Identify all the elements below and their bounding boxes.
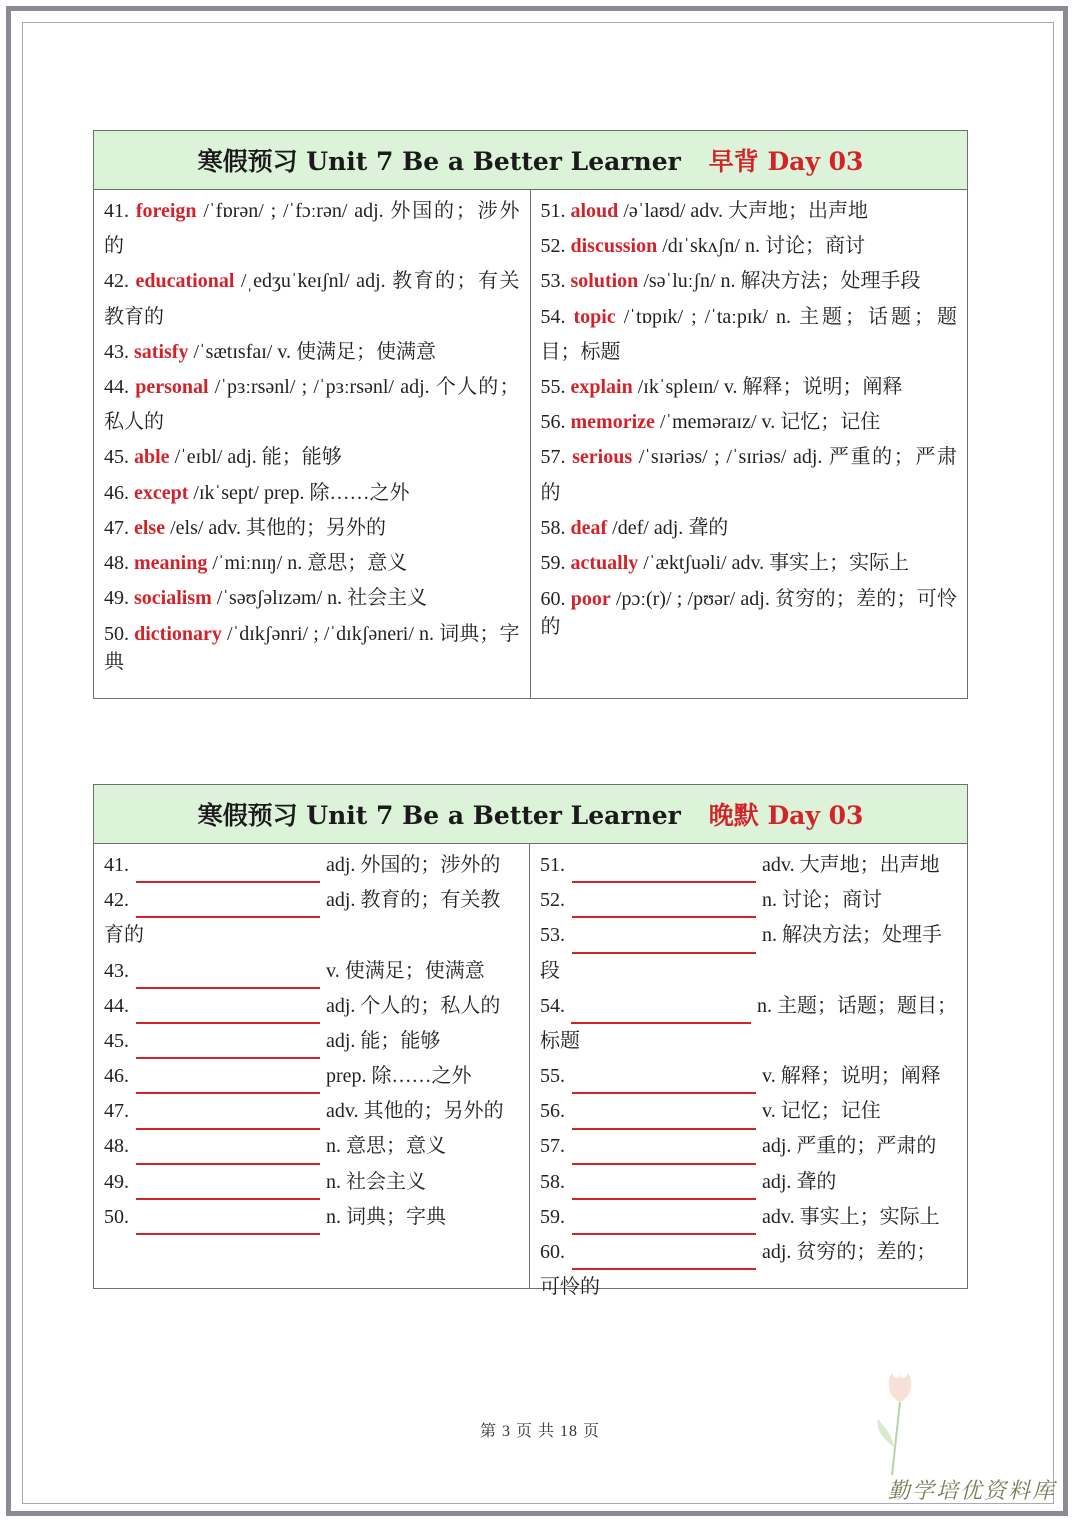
vocab-definition: /els/ adv. 其他的；另外的 — [165, 516, 387, 539]
quiz-number: 55. — [540, 1065, 565, 1088]
vocab-entry — [541, 229, 958, 264]
evening-quiz-card — [93, 784, 968, 1299]
morning-left-column — [94, 190, 531, 699]
quiz-row — [540, 1094, 957, 1129]
quiz-number: 48. — [104, 1135, 129, 1158]
quiz-meaning: v. 记忆；记住 — [762, 1100, 881, 1123]
answer-blank[interactable] — [136, 1209, 320, 1235]
vocab-entry — [541, 440, 958, 510]
tulip-icon — [870, 1367, 930, 1477]
answer-blank[interactable] — [136, 892, 320, 918]
answer-blank[interactable] — [136, 1174, 320, 1200]
morning-right-column — [531, 190, 968, 699]
vocab-word: meaning — [134, 552, 208, 575]
morning-card-title: 寒假预习 Unit 7 Be a Better Learner — [197, 147, 681, 176]
quiz-meaning: adj. 聋的 — [762, 1170, 837, 1193]
entry-number: 60. — [540, 588, 566, 611]
quiz-meaning: n. 讨论；商讨 — [762, 889, 882, 912]
quiz-number: 45. — [104, 1029, 129, 1052]
entry-number: 58. — [540, 516, 566, 539]
vocab-definition: /ˈmiːnɪŋ/ n. 意思；意义 — [207, 552, 408, 575]
quiz-number: 57. — [540, 1135, 565, 1158]
quiz-row — [104, 1024, 519, 1059]
vocab-entry — [104, 264, 520, 334]
vocab-entry — [104, 370, 520, 440]
quiz-row — [540, 848, 957, 883]
vocab-word: serious — [572, 446, 633, 469]
vocab-word: satisfy — [134, 340, 189, 363]
quiz-number: 52. — [540, 889, 565, 912]
vocab-definition: /ˈsætɪsfaɪ/ v. 使满足；使满意 — [188, 340, 437, 363]
vocab-definition: /səˈluːʃn/ n. 解决方法；处理手段 — [638, 270, 921, 293]
vocab-entry — [104, 546, 520, 581]
vocab-entry — [541, 264, 958, 299]
entry-number: 59. — [540, 552, 566, 575]
vocab-word: discussion — [570, 235, 658, 258]
entry-number: 44. — [104, 376, 129, 399]
evening-right-column — [530, 844, 967, 1299]
vocab-definition: /ɪkˈspleɪn/ v. 解释；说明；阐释 — [632, 376, 903, 399]
answer-blank[interactable] — [572, 1068, 756, 1094]
vocab-word: educational — [135, 270, 235, 293]
vocab-word: solution — [570, 270, 639, 293]
answer-blank[interactable] — [572, 928, 756, 954]
quiz-number: 60. — [540, 1241, 565, 1264]
vocab-definition: /ˈfɒrən/ ; /ˈfɔːrən/ adj. 外国的；涉外的 — [104, 200, 520, 258]
answer-blank[interactable] — [572, 892, 756, 918]
quiz-meaning: prep. 除……之外 — [326, 1065, 472, 1088]
quiz-meaning: n. 解决方法；处理手 — [762, 924, 942, 947]
quiz-meaning: n. 意思；意义 — [326, 1135, 446, 1158]
vocab-word: explain — [570, 376, 633, 399]
quiz-number: 49. — [104, 1170, 129, 1193]
morning-vocab-card — [93, 130, 968, 699]
evening-card-tag: 晚默 Day 03 — [708, 801, 864, 830]
vocab-definition: /ˈsəʊʃəlɪzəm/ n. 社会主义 — [211, 587, 428, 610]
entry-number: 48. — [104, 552, 129, 575]
quiz-meaning: adv. 其他的；另外的 — [326, 1100, 504, 1123]
entry-number: 43. — [104, 340, 129, 363]
vocab-word: dictionary — [134, 623, 222, 646]
vocab-word: personal — [135, 376, 209, 399]
answer-blank[interactable] — [136, 857, 320, 883]
quiz-meaning-continued: 育的 — [104, 924, 144, 947]
quiz-number: 46. — [104, 1065, 129, 1088]
vocab-entry — [104, 616, 520, 676]
vocab-definition: /ˈdɪkʃənri/ ; /ˈdɪkʃəneri/ n. 词典；字典 — [104, 623, 520, 674]
quiz-row — [104, 1130, 519, 1165]
quiz-meaning: adj. 能；能够 — [326, 1029, 441, 1052]
quiz-meaning-continued: 可怜的 — [540, 1276, 600, 1299]
vocab-definition: /ˈeɪbl/ adj. 能；能够 — [169, 446, 342, 469]
vocab-entry — [541, 511, 958, 546]
entry-number: 54. — [540, 305, 566, 328]
quiz-number: 51. — [540, 853, 565, 876]
vocab-word: poor — [570, 588, 611, 611]
quiz-number: 41. — [104, 853, 129, 876]
vocab-definition: /ˈpɜːrsənl/ ; /ˈpɜːrsənl/ adj. 个人的；私人的 — [104, 376, 520, 434]
quiz-row — [540, 883, 957, 918]
quiz-number: 56. — [540, 1100, 565, 1123]
quiz-meaning: adj. 贫穷的；差的； — [762, 1241, 937, 1264]
entry-number: 51. — [540, 200, 566, 222]
vocab-definition: /ˈsɪəriəs/ ; /ˈsɪriəs/ adj. 严重的；严肃的 — [540, 446, 957, 504]
quiz-row — [540, 1130, 957, 1165]
vocab-entry — [104, 511, 520, 546]
vocab-definition: /def/ adj. 聋的 — [607, 516, 729, 539]
quiz-row — [540, 1059, 957, 1094]
quiz-meaning-continued: 段 — [540, 959, 560, 982]
vocab-word: aloud — [570, 200, 619, 222]
quiz-number: 43. — [104, 959, 129, 982]
quiz-number: 53. — [540, 924, 565, 947]
quiz-number: 59. — [540, 1205, 565, 1228]
answer-blank[interactable] — [572, 1244, 756, 1270]
answer-blank[interactable] — [136, 1033, 320, 1059]
vocab-word: except — [134, 481, 189, 504]
entry-number: 52. — [540, 235, 566, 258]
quiz-meaning: adv. 事实上；实际上 — [762, 1205, 940, 1228]
quiz-row — [104, 1165, 519, 1200]
quiz-row — [104, 848, 519, 883]
answer-blank[interactable] — [571, 998, 751, 1024]
morning-card-header — [94, 131, 967, 190]
quiz-meaning: v. 使满足；使满意 — [326, 959, 485, 982]
vocab-word: socialism — [134, 587, 212, 610]
quiz-row — [104, 1200, 519, 1235]
answer-blank[interactable] — [136, 998, 320, 1024]
quiz-row — [104, 954, 519, 989]
quiz-meaning: n. 主题；话题；题目； — [757, 994, 957, 1017]
entry-number: 53. — [540, 270, 566, 293]
quiz-row — [540, 989, 957, 1024]
quiz-row — [540, 1235, 957, 1270]
entry-number: 55. — [540, 376, 566, 399]
vocab-word: else — [134, 516, 166, 539]
quiz-meaning: adj. 教育的；有关教 — [326, 889, 501, 912]
vocab-entry — [104, 335, 520, 370]
vocab-word: topic — [573, 305, 616, 328]
quiz-meaning: adj. 个人的；私人的 — [326, 994, 501, 1017]
entry-number: 57. — [540, 446, 566, 469]
vocab-definition: /ˈtɒpɪk/ ; /ˈtaːpɪk/ n. 主题；话题；题目；标题 — [540, 305, 957, 363]
vocab-entry — [541, 370, 958, 405]
evening-card-title: 寒假预习 Unit 7 Be a Better Learner — [197, 801, 681, 830]
quiz-meaning: v. 解释；说明；阐释 — [762, 1065, 941, 1088]
quiz-row — [104, 883, 519, 918]
answer-blank[interactable] — [136, 1139, 320, 1165]
quiz-row — [104, 989, 519, 1024]
vocab-entry — [104, 440, 520, 475]
vocab-entry — [541, 546, 958, 581]
vocab-word: able — [134, 446, 170, 469]
vocab-entry — [541, 300, 958, 370]
quiz-number: 50. — [104, 1205, 129, 1228]
quiz-number: 42. — [104, 889, 129, 912]
entry-number: 45. — [104, 446, 129, 469]
answer-blank[interactable] — [572, 1104, 756, 1130]
quiz-meaning: adj. 外国的；涉外的 — [326, 853, 501, 876]
quiz-meaning: adv. 大声地；出声地 — [762, 853, 940, 876]
vocab-definition: /ˈmeməraɪz/ v. 记忆；记住 — [654, 411, 881, 434]
answer-blank[interactable] — [136, 1104, 320, 1130]
answer-blank[interactable] — [136, 1068, 320, 1094]
entry-number: 41. — [104, 200, 129, 222]
quiz-number: 44. — [104, 994, 129, 1017]
vocab-entry — [104, 581, 520, 616]
vocab-definition: /ˌedʒuˈkeɪʃnl/ adj. 教育的；有关教育的 — [104, 270, 520, 328]
entry-number: 46. — [104, 481, 129, 504]
quiz-row — [104, 1094, 519, 1129]
quiz-meaning: n. 社会主义 — [326, 1170, 426, 1193]
quiz-row — [104, 1059, 519, 1094]
vocab-word: memorize — [570, 411, 655, 434]
entry-number: 47. — [104, 516, 129, 539]
answer-blank[interactable] — [572, 1139, 756, 1165]
answer-blank[interactable] — [572, 1174, 756, 1200]
entry-number: 49. — [104, 587, 129, 610]
evening-left-column — [94, 844, 530, 1289]
quiz-row — [540, 918, 957, 953]
vocab-definition: /ˈæktʃuəli/ adv. 事实上；实际上 — [638, 552, 910, 575]
quiz-row — [540, 1165, 957, 1200]
vocab-definition: /pɔː(r)/ ; /pʊər/ adj. 贫穷的；差的；可怜的 — [540, 588, 957, 639]
answer-blank[interactable] — [572, 857, 756, 883]
quiz-number: 47. — [104, 1100, 129, 1123]
quiz-number: 54. — [540, 994, 565, 1017]
vocab-word: actually — [570, 552, 639, 575]
evening-card-header — [94, 785, 967, 844]
answer-blank[interactable] — [572, 1209, 756, 1235]
quiz-meaning-continued: 标题 — [540, 1029, 580, 1052]
vocab-entry — [541, 581, 958, 641]
entry-number: 56. — [540, 411, 566, 434]
quiz-row — [540, 1200, 957, 1235]
vocab-definition: /ɪkˈsept/ prep. 除……之外 — [188, 481, 410, 504]
vocab-entry — [104, 476, 520, 511]
vocab-entry — [104, 194, 520, 264]
answer-blank[interactable] — [136, 963, 320, 989]
vocab-word: foreign — [135, 200, 197, 222]
vocab-definition: /dɪˈskʌʃn/ n. 讨论；商讨 — [657, 235, 865, 258]
vocab-word: deaf — [570, 516, 608, 539]
watermark-logo: 勤学培优资料库 — [887, 1479, 1056, 1504]
vocab-entry — [541, 405, 958, 440]
entry-number: 42. — [104, 270, 129, 293]
quiz-meaning: adj. 严重的；严肃的 — [762, 1135, 937, 1158]
morning-card-tag: 早背 Day 03 — [708, 147, 864, 176]
page-number: 第 3 页 共 18 页 — [479, 1423, 600, 1440]
quiz-meaning: n. 词典；字典 — [326, 1205, 446, 1228]
vocab-entry — [541, 194, 958, 229]
vocab-definition: /əˈlaʊd/ adv. 大声地；出声地 — [618, 200, 868, 222]
quiz-number: 58. — [540, 1170, 565, 1193]
entry-number: 50. — [104, 623, 129, 646]
